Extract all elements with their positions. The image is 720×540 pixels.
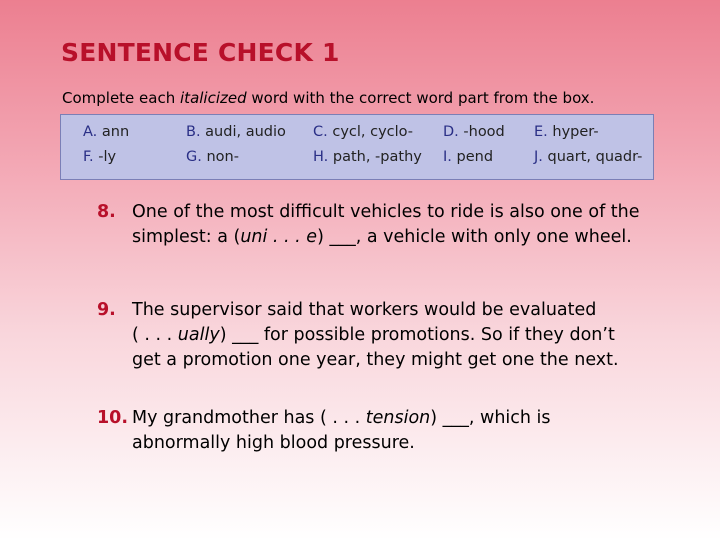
option-g — [186, 149, 239, 165]
option-text: non- — [206, 149, 239, 165]
word-part-box — [60, 114, 654, 180]
instructions — [62, 89, 594, 107]
option-j — [534, 149, 642, 165]
option-letter: E. — [534, 124, 548, 140]
question-text — [132, 225, 640, 250]
option-f — [83, 149, 116, 165]
option-text: hyper- — [552, 124, 599, 140]
question-number: 9. — [97, 300, 116, 320]
question-text-part: ) ___ for possible promotions. So if they don’t — [219, 325, 615, 345]
question-text-part: ) ___, a vehicle with only one wheel. — [317, 227, 632, 247]
option-d — [443, 124, 505, 140]
question-8 — [97, 200, 640, 250]
option-letter: I. — [443, 149, 452, 165]
option-i — [443, 149, 493, 165]
option-text: -hood — [463, 124, 505, 140]
option-letter: A. — [83, 124, 98, 140]
option-letter: J. — [534, 149, 543, 165]
instructions-italic-word: italicized — [180, 89, 247, 107]
option-b — [186, 124, 286, 140]
question-text: One of the most difficult vehicles to ride is also one of the — [132, 202, 640, 222]
question-italic-word: tension — [365, 408, 431, 428]
option-letter: F. — [83, 149, 94, 165]
option-a — [83, 124, 129, 140]
question-text: The supervisor said that workers would be evaluated — [132, 300, 597, 320]
question-10 — [97, 406, 551, 456]
question-text: get a promotion one year, they might get one the next. — [132, 350, 619, 370]
question-text-part: ) ___, which is — [430, 408, 551, 428]
question-text: abnormally high blood pressure. — [132, 433, 415, 453]
question-text — [132, 406, 551, 431]
option-letter: C. — [313, 124, 328, 140]
option-h — [313, 149, 422, 165]
option-text: -ly — [98, 149, 117, 165]
instructions-text-end: word with the correct word part from the box. — [246, 89, 595, 107]
option-c — [313, 124, 413, 140]
question-text — [132, 323, 619, 348]
option-letter: D. — [443, 124, 459, 140]
question-text-part: ( . . . — [132, 325, 178, 345]
option-letter: H. — [313, 149, 329, 165]
question-number: 10. — [97, 408, 129, 428]
question-italic-word: uni . . . e — [240, 227, 318, 247]
option-text: pend — [456, 149, 494, 165]
option-e — [534, 124, 599, 140]
option-text: path, -pathy — [332, 149, 422, 165]
option-text: cycl, cyclo- — [332, 124, 414, 140]
question-italic-word: ually — [177, 325, 220, 345]
instructions-text: Complete each — [62, 89, 181, 107]
option-text: audi, audio — [205, 124, 286, 140]
option-text: ann — [101, 124, 130, 140]
page-title: SENTENCE CHECK 1 — [61, 38, 340, 67]
option-letter: B. — [186, 124, 201, 140]
question-text-part: My grandmother has ( . . . — [132, 408, 366, 428]
option-letter: G. — [186, 149, 202, 165]
question-number: 8. — [97, 202, 116, 222]
option-text: quart, quadr- — [547, 149, 643, 165]
question-9 — [97, 298, 619, 373]
question-text-part: simplest: a ( — [132, 227, 241, 247]
